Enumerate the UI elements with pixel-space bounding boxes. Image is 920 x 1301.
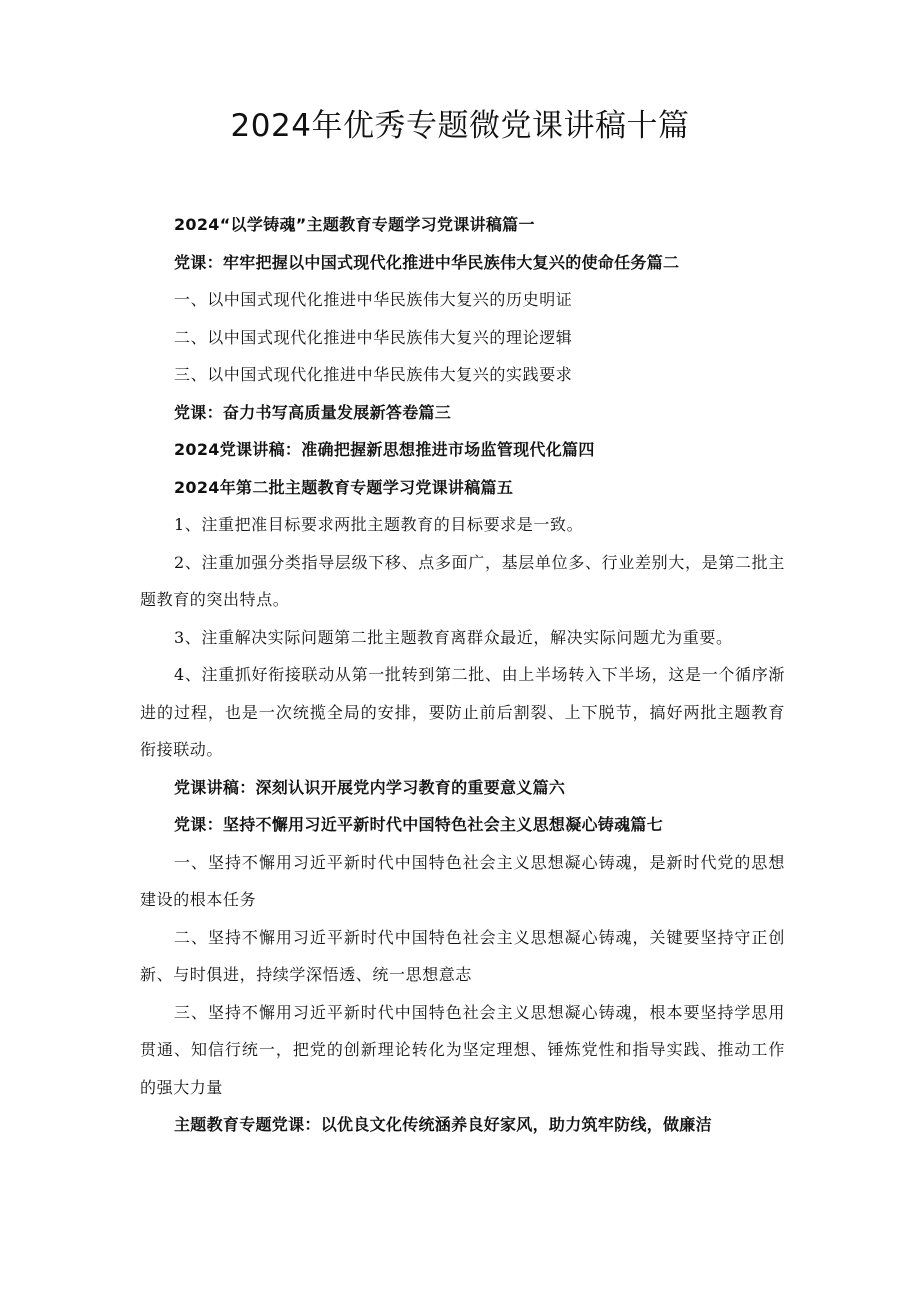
paragraph: 2、注重加强分类指导层级下移、点多面广，基层单位多、行业差别大，是第二批主题教育的突出特点。 <box>140 552 785 609</box>
paragraph: 4、注重抓好衔接联动从第一批转到第二批、由上半场转入下半场，这是一个循序渐进的过程，也是一次统揽全局的安排，要防止前后割裂、上下脱节，搞好两批主题教育衔接联动。 <box>140 665 785 759</box>
paragraph: 三、以中国式现代化推进中华民族伟大复兴的实践要求 <box>174 365 573 384</box>
heading-part-4: 2024党课讲稿：准确把握新思想推进市场监管现代化篇四 <box>174 440 595 459</box>
paragraph: 二、以中国式现代化推进中华民族伟大复兴的理论逻辑 <box>174 327 573 347</box>
paragraph: 3、注重解决实际问题第二批主题教育离群众最近，解决实际问题尤为重要。 <box>174 627 733 647</box>
paragraph: 三、坚持不懈用习近平新时代中国特色社会主义思想凝心铸魂，根本要坚持学思用贯通、知信行统一，把党的创新理论转化为坚定理想、锤炼党性和指导实践、推动工作的强大力量 <box>140 1002 785 1097</box>
paragraph: 1、注重把准目标要求两批主题教育的目标要求是一致。 <box>174 515 584 534</box>
heading-part-1: 2024“以学铸魂”主题教育专题学习党课讲稿篇一 <box>174 215 535 234</box>
heading-part-7: 党课：坚持不懈用习近平新时代中国特色社会主义思想凝心铸魂篇七 <box>174 815 664 834</box>
document-title: 2024年优秀专题微党课讲稿十篇 <box>230 108 690 144</box>
heading-part-3: 党课：奋力书写高质量发展新答卷篇三 <box>174 402 452 422</box>
heading-part-6: 党课讲稿：深刻认识开展党内学习教育的重要意义篇六 <box>174 777 566 797</box>
paragraph: 一、以中国式现代化推进中华民族伟大复兴的历史明证 <box>174 290 573 309</box>
document-body <box>140 206 785 1144</box>
heading-part-5: 2024年第二批主题教育专题学习党课讲稿篇五 <box>174 477 514 497</box>
heading-part-8: 主题教育专题党课：以优良文化传统涵养良好家风，助力筑牢防线，做廉洁 <box>174 1115 712 1134</box>
paragraph: 一、坚持不懈用习近平新时代中国特色社会主义思想凝心铸魂，是新时代党的思想建设的根本任务 <box>140 852 785 909</box>
paragraph: 二、坚持不懈用习近平新时代中国特色社会主义思想凝心铸魂，关键要坚持守正创新、与时俱进，持续学深悟透、统一思想意志 <box>140 927 785 984</box>
heading-part-2: 党课：牢牢把握以中国式现代化推进中华民族伟大复兴的使命任务篇二 <box>174 252 680 272</box>
